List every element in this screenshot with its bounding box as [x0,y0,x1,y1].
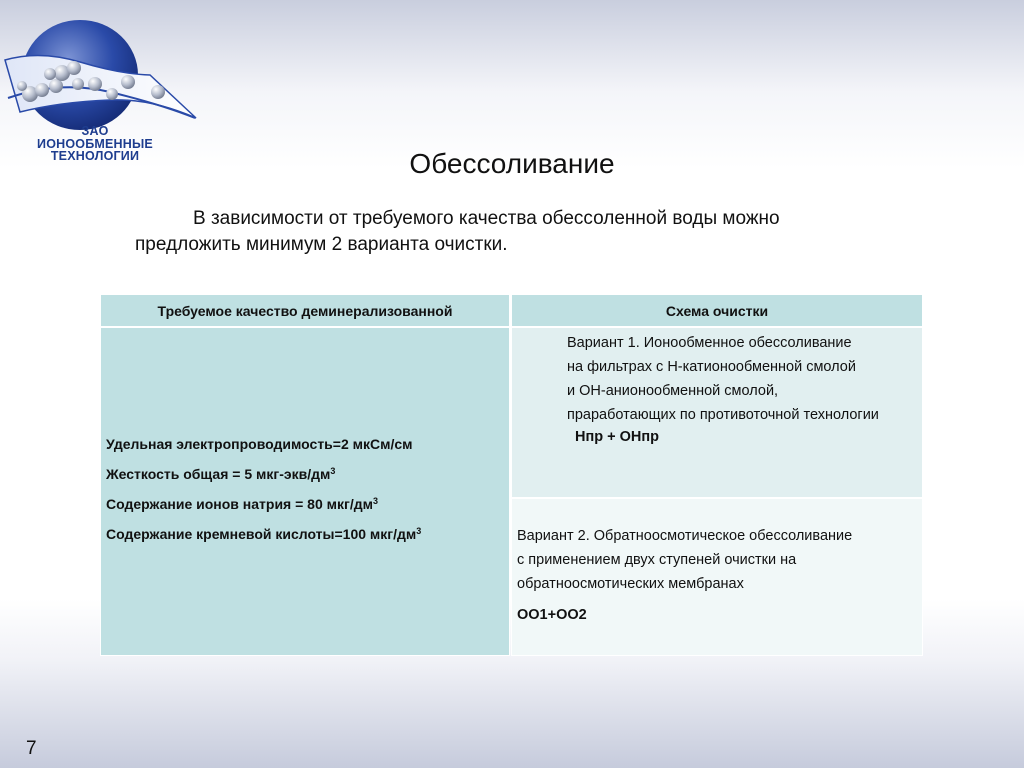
logo-line: ТЕХНОЛОГИИ [50,149,140,163]
header-quality-label: Требуемое качество деминерализованной [157,302,453,319]
header-quality [100,294,510,327]
logo-line: ЗАО [81,124,109,138]
variant-2-formula: ОО1+ОО2 [517,607,587,623]
variant-1-cell [511,327,923,498]
page-number: 7 [26,738,37,759]
variant-1-line: праработающих по противоточной технологии [567,407,879,423]
header-scheme-label: Схема очистки [665,302,769,319]
intro-line: предложить минимум 2 варианта очистки. [135,234,508,255]
variant-1-line: и ОН-анионообменной смолой, [567,383,779,399]
variant-2-cell [511,498,923,656]
logo-emblem-icon [0,0,210,130]
requirement-item: Жесткость общая = 5 мкг-$экв/дм^3$ [106,466,336,482]
variant-2-line: с применением двух ступеней очистки на [517,552,797,568]
logo-line: ИОНООБМЕННЫЕ [37,136,153,151]
variant-2-line: обратноосмотических мембранах [517,576,744,592]
requirement-item: Удельная электропроводимость=2 мкСм/см [106,436,413,452]
header-scheme [511,294,923,327]
variant-1-line: Вариант 1. Ионообменное обессоливание [567,335,852,351]
company-logo [0,0,210,170]
requirement-item: Содержание кремневой кислоты=100 мкг/$дм^3$ [106,526,422,542]
intro-line: В зависимости от требуемого качества обессоленной воды можно [193,208,780,229]
requirement-item: Содержание ионов натрия = 80 мкг/$дм^3$ [106,496,378,512]
comparison-table [100,294,923,656]
variant-2-line: Вариант 2. Обратноосмотическое обессоливание [517,528,853,544]
variant-1-formula: Нпр + ОНпр [575,429,659,445]
requirements-cell [100,327,510,656]
slide-title: Обессоливание [409,148,615,179]
variant-1-line: на фильтрах с Н-катионообменной смолой [567,359,856,375]
intro-paragraph [135,206,935,258]
